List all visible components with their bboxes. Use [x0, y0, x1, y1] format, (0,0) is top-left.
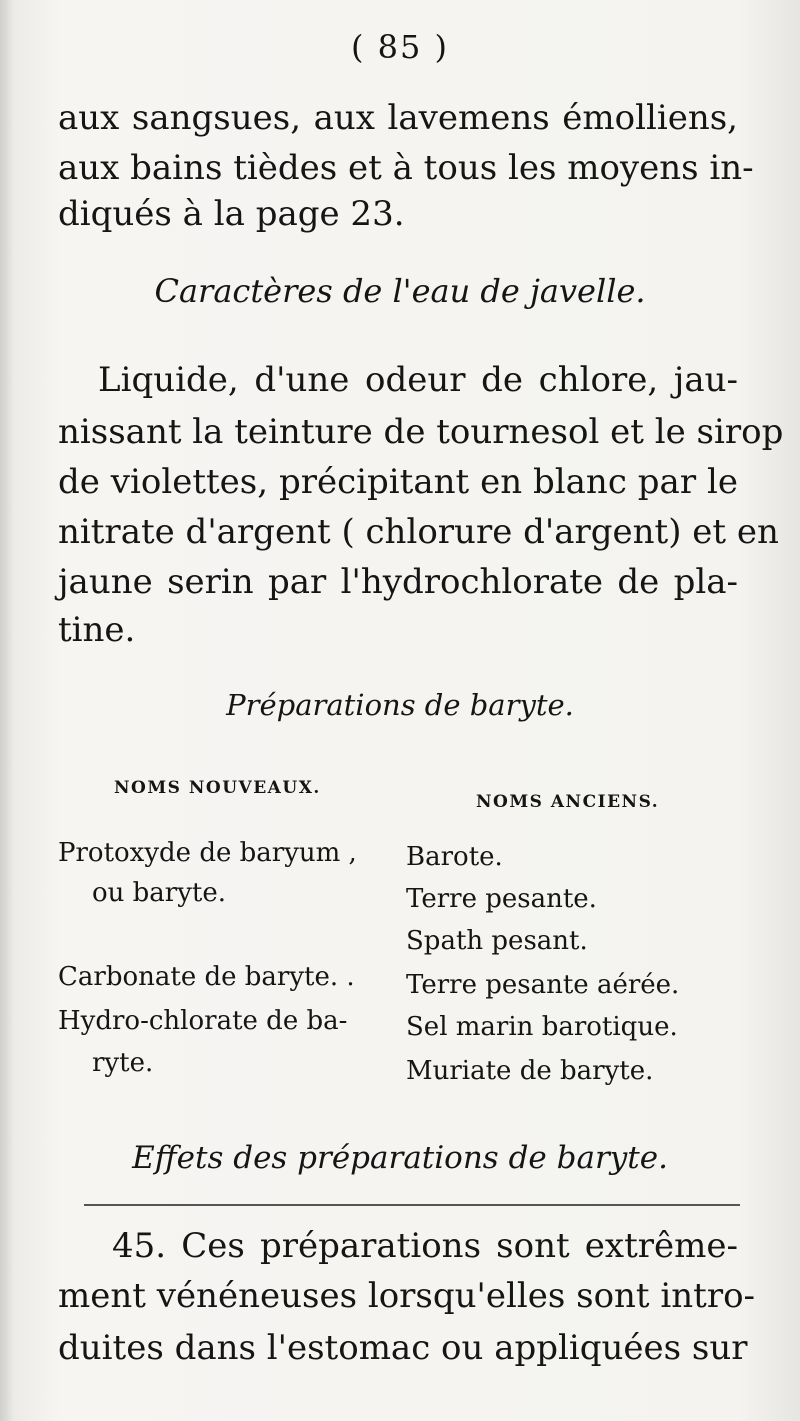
heading-eau-de-javelle: Caractères de l'eau de javelle. — [154, 272, 646, 310]
table-left-line-1: Protoxyde de baryum , — [58, 838, 357, 868]
heading-effets-baryte: Effets des préparations de baryte. — [132, 1140, 668, 1176]
intro-line-2: aux bains tièdes et à tous les moyens in- — [58, 148, 754, 188]
heading-preparations-baryte: Préparations de baryte. — [226, 688, 574, 722]
table-right-line-6: Muriate de baryte. — [406, 1056, 654, 1086]
intro-line-1: aux sangsues, aux lavemens émolliens, — [58, 98, 738, 138]
table-left-line-2: ou baryte. — [92, 878, 227, 908]
table-right-line-1: Barote. — [406, 842, 503, 872]
page-number: ( 85 ) — [350, 28, 450, 66]
para1-line-1: Liquide, d'une odeur de chlore, jau- — [98, 360, 738, 400]
para1-line-5: jaune serin par l'hydrochlorate de pla- — [58, 562, 738, 602]
para1-line-4: nitrate d'argent ( chlorure d'argent) et en — [58, 512, 779, 552]
para2-line-3: duites dans l'estomac ou appliquées sur — [58, 1328, 748, 1368]
table-left-line-3: Carbonate de baryte. . — [58, 962, 355, 992]
table-left-line-4: Hydro-chlorate de ba- — [58, 1006, 348, 1036]
table-header-new-names: NOMS NOUVEAUX. — [114, 778, 321, 798]
para2-line-2: ment vénéneuses lorsqu'elles sont intro- — [58, 1276, 756, 1316]
intro-line-3: diqués à la page 23. — [58, 194, 405, 234]
table-header-old-names: NOMS ANCIENS. — [476, 792, 660, 812]
table-right-line-4: Terre pesante aérée. — [406, 970, 680, 1000]
table-left-line-5: ryte. — [92, 1048, 154, 1078]
para1-line-3: de violettes, précipitant en blanc par le — [58, 462, 738, 502]
table-right-line-2: Terre pesante. — [406, 884, 597, 914]
divider-rule — [84, 1204, 740, 1206]
para2-line-1: 45. Ces préparations sont extrême- — [112, 1226, 738, 1266]
table-right-line-3: Spath pesant. — [406, 926, 588, 956]
para1-line-2: nissant la teinture de tournesol et le sirop — [58, 412, 784, 452]
para1-line-6: tine. — [58, 610, 136, 650]
table-right-line-5: Sel marin barotique. — [406, 1012, 678, 1042]
